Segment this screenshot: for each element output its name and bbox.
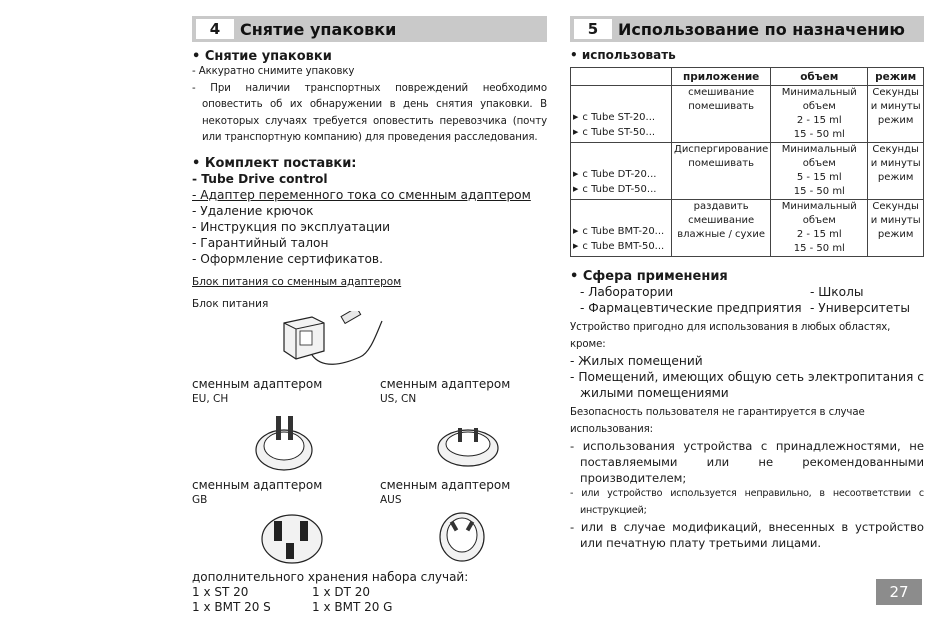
mode-line: Секунды: [872, 144, 919, 155]
volume-line: 2 - 15 ml: [796, 229, 842, 240]
mode-cell: [868, 200, 924, 257]
storage-item: 1 x DT 20: [312, 584, 371, 599]
psu-caption: Блок питания: [192, 297, 269, 310]
mode-cell: [868, 86, 924, 143]
triangle-bullet-icon: ▶: [573, 242, 579, 250]
adapter-us-cn: [380, 377, 568, 476]
scope-item: - Школы: [810, 285, 864, 299]
scope-row: [570, 300, 924, 316]
adapter-title: сменным адаптером: [192, 477, 323, 492]
section-number: 5: [574, 19, 612, 39]
table-header: объем: [771, 68, 868, 86]
section-number: 4: [196, 19, 234, 39]
triangle-bullet-icon: ▶: [573, 128, 579, 136]
table-row: [571, 200, 924, 257]
mode-line: и минуты: [870, 158, 921, 169]
application-line: помешивать: [688, 158, 755, 169]
safety-item: - или в случае модификаций, внесенных в устройство или печатную плату третьими лицами.: [570, 520, 924, 550]
table-header: [571, 68, 672, 86]
volume-line: 15 - 50 ml: [793, 186, 845, 197]
volume-line: объем: [802, 158, 836, 169]
storage-heading: дополнительного хранения набора случай:: [192, 569, 469, 584]
page-number: 27: [876, 579, 922, 605]
volume-line: 2 - 15 ml: [796, 115, 842, 126]
eu-plug-illustration: [192, 406, 380, 476]
volume-line: Минимальный: [781, 144, 857, 155]
section-title: Использование по назначению: [618, 19, 905, 39]
table-row: [571, 143, 924, 200]
application-line: помешивать: [688, 101, 755, 112]
scope-item: - Фармацевтические предприятия: [580, 301, 802, 315]
section-4-header: [192, 16, 547, 42]
adapter-region: EU, CH: [192, 392, 229, 405]
product-name: с Tube DT-50...: [582, 184, 657, 195]
product-cell: [571, 86, 672, 143]
product-name: с Tube BMT-50...: [582, 241, 665, 252]
application-line: Диспергирование: [674, 144, 769, 155]
product-cell: [571, 200, 672, 257]
unpack-heading: • Снятие упаковки: [192, 49, 332, 64]
volume-cell: [771, 86, 868, 143]
adapter-title: сменным адаптером: [380, 376, 511, 391]
product-name: с Tube ST-50...: [582, 127, 656, 138]
product-name: с Tube ST-20...: [582, 112, 656, 123]
volume-line: 15 - 50 ml: [793, 129, 845, 140]
section-title: Снятие упаковки: [240, 19, 397, 39]
mode-line: Секунды: [872, 201, 919, 212]
adapter-row: [192, 377, 547, 476]
kit-item: - Адаптер переменного тока со сменным адаптером: [192, 187, 531, 202]
scope-row: [570, 284, 924, 300]
safety-text: Безопасность пользователя не гарантируется в случае использования:: [570, 407, 865, 435]
safety-item: - или устройство используется неправильно, в несоответствии с инструкцией;: [570, 488, 924, 516]
adapter-region: GB: [192, 493, 208, 506]
exception-item: - Помещений, имеющих общую сеть электропитания с жилыми помещениями: [570, 370, 924, 400]
volume-line: 15 - 50 ml: [793, 243, 845, 254]
volume-line: объем: [802, 101, 836, 112]
triangle-bullet-icon: ▶: [573, 185, 579, 193]
table-row: [571, 86, 924, 143]
storage-item: 1 x ST 20: [192, 584, 249, 599]
us-plug-illustration: [380, 406, 568, 476]
kit-item: - Гарантийный талон: [192, 235, 329, 250]
application-line: смешивание: [688, 87, 755, 98]
use-heading: • использовать: [570, 48, 676, 62]
suitable-text: Устройство пригодно для использования в любых областях, кроме:: [570, 322, 891, 350]
volume-line: объем: [802, 215, 836, 226]
adapter-region: US, CN: [380, 392, 417, 405]
safety-item: - использования устройства с принадлежностями, не поставляемыми или не рекомендованными производителем;: [570, 439, 924, 485]
table-header-row: [571, 68, 924, 86]
volume-cell: [771, 143, 868, 200]
kit-item: - Оформление сертификатов.: [192, 251, 383, 266]
mode-line: Секунды: [872, 87, 919, 98]
mode-line: и минуты: [870, 215, 921, 226]
mode-line: режим: [877, 172, 914, 183]
adapter-region: AUS: [380, 493, 402, 506]
adapter-row: [192, 478, 547, 567]
kit-heading: • Комплект поставки:: [192, 155, 357, 171]
table-header: приложение: [672, 68, 771, 86]
scope-heading: • Сфера применения: [570, 269, 728, 284]
mode-line: режим: [877, 229, 914, 240]
psu-caption-underlined: Блок питания со сменным адаптером: [192, 275, 402, 288]
kit-item: - Удаление крючок: [192, 203, 314, 218]
application-line: влажные / сухие: [677, 229, 765, 240]
volume-line: Минимальный: [781, 87, 857, 98]
mode-line: и минуты: [870, 101, 921, 112]
triangle-bullet-icon: ▶: [573, 170, 579, 178]
product-name: с Tube BMT-20...: [582, 226, 665, 237]
adapter-title: сменным адаптером: [380, 477, 511, 492]
storage-row: [192, 585, 547, 600]
kit-item: - Инструкция по эксплуатации: [192, 219, 391, 234]
product-cell: [571, 143, 672, 200]
right-column: [570, 16, 924, 551]
unpack-item: - Аккуратно снимите упаковку: [192, 66, 355, 77]
section-5-header: [570, 16, 924, 42]
storage-item: 1 x BMT 20 G: [312, 599, 393, 614]
application-cell: [672, 200, 771, 257]
triangle-bullet-icon: ▶: [573, 113, 579, 121]
application-cell: [672, 143, 771, 200]
storage-item: 1 x BMT 20 S: [192, 599, 271, 614]
mode-line: режим: [877, 115, 914, 126]
table-header: режим: [868, 68, 924, 86]
left-column: [192, 16, 547, 615]
application-line: смешивание: [688, 215, 755, 226]
application-line: раздавить: [693, 201, 749, 212]
unpack-item: - При наличии транспортных повреждений необходимо оповестить об их обнаружении в день снятия упаковки. В некоторых случаях требуется оповестить перевозчика (почту или транспортную компанию) для проведения расследования.: [192, 82, 547, 143]
power-supply-illustration: [192, 311, 547, 377]
exception-item: - Жилых помещений: [570, 354, 703, 368]
volume-line: 5 - 15 ml: [796, 172, 842, 183]
application-cell: [672, 86, 771, 143]
product-name: с Tube DT-20...: [582, 169, 657, 180]
kit-item: - Tube Drive control: [192, 171, 328, 186]
aus-plug-illustration: [380, 507, 568, 567]
mode-cell: [868, 143, 924, 200]
volume-cell: [771, 200, 868, 257]
usage-table: [570, 67, 924, 257]
adapter-aus: [380, 478, 568, 567]
volume-line: Минимальный: [781, 201, 857, 212]
scope-item: - Лаборатории: [580, 285, 674, 299]
adapter-eu-ch: [192, 377, 380, 476]
triangle-bullet-icon: ▶: [573, 227, 579, 235]
adapter-title: сменным адаптером: [192, 376, 323, 391]
adapter-gb: [192, 478, 380, 567]
storage-row: [192, 600, 547, 615]
gb-plug-illustration: [192, 507, 380, 567]
scope-item: - Университеты: [810, 301, 910, 315]
